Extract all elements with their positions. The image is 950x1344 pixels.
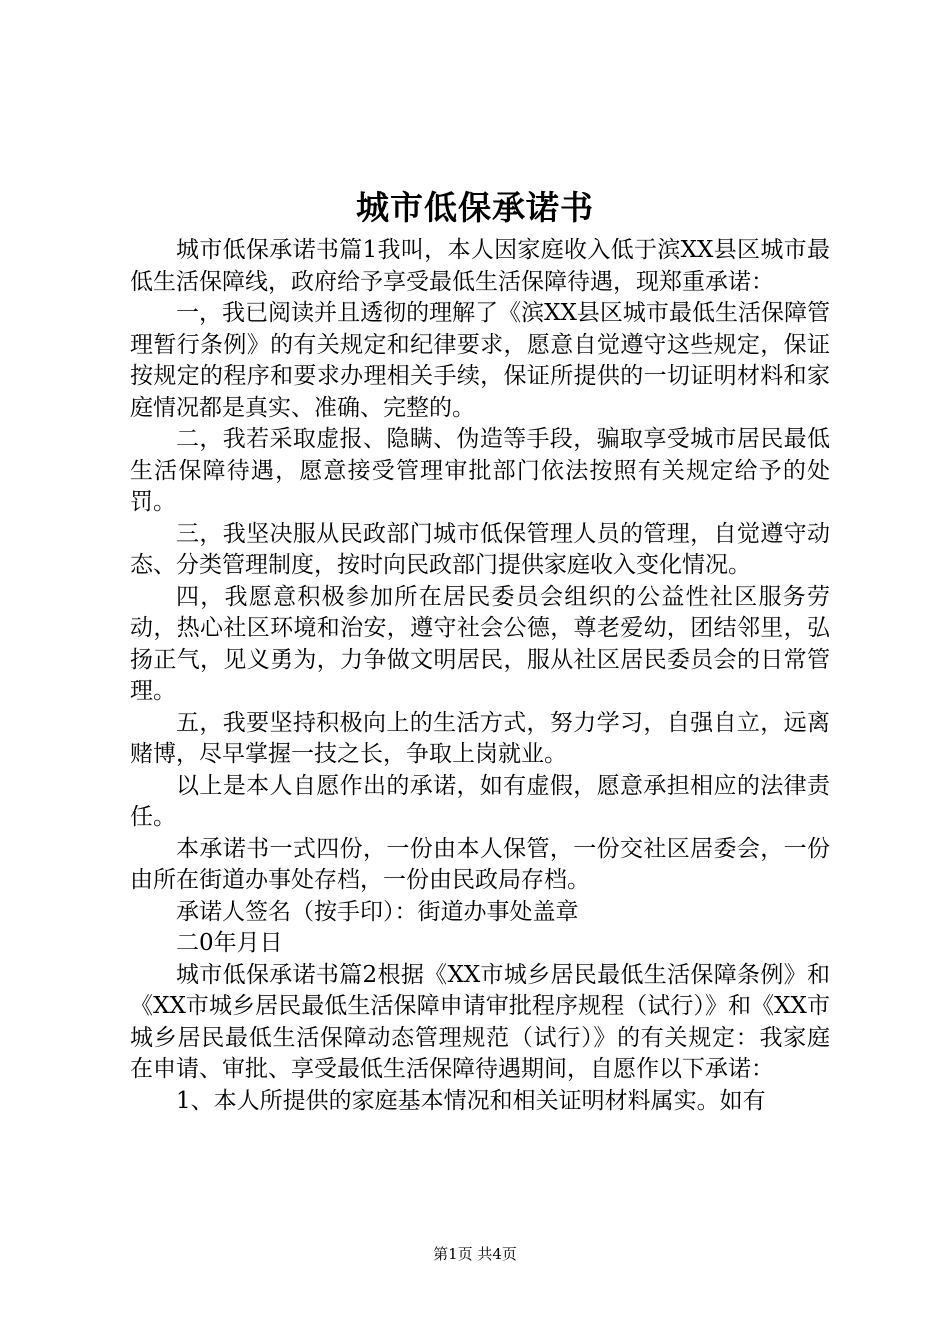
paragraph-item-1: 一，我已阅读并且透彻的理解了《滨XX县区城市最低生活保障管理暂行条例》的有关规定和纪律要求，愿意自觉遵守这些规定，保证按规定的程序和要求办理相关手续，保证所提供的一切证明材料和家庭情况都是真实、准确、完整的。 bbox=[130, 300, 830, 421]
document-title: 城市低保承诺书 bbox=[356, 188, 594, 227]
signature-line: 承诺人签名（按手印）：街道办事处盖章 bbox=[176, 898, 579, 925]
date-line: 二0年月日 bbox=[176, 930, 283, 956]
paragraph-item-5: 五，我要坚持积极向上的生活方式，努力学习，自强自立，远离赌博，尽早掌握一技之长，争取上岗就业。 bbox=[130, 709, 830, 767]
paragraph-item-3: 三，我坚决服从民政部门城市低保管理人员的管理，自觉遵守动态、分类管理制度，按时向民政部门提供家庭收入变化情况。 bbox=[130, 520, 830, 578]
paragraph-declaration: 以上是本人自愿作出的承诺，如有虚假，愿意承担相应的法律责任。 bbox=[130, 772, 830, 830]
paragraph-intro: 城市低保承诺书篇1我叫，本人因家庭收入低于滨XX县区城市最低生活保障线，政府给予享受最低生活保障待遇，现郑重承诺： bbox=[130, 237, 830, 295]
paragraph-item-2: 二，我若采取虚报、隐瞒、伪造等手段，骗取享受城市居民最低生活保障待遇，愿意接受管理审批部门依法按照有关规定给予的处罚。 bbox=[130, 426, 830, 515]
paragraph-copies: 本承诺书一式四份，一份由本人保管，一份交社区居委会，一份由所在街道办事处存档，一份由民政局存档。 bbox=[130, 835, 830, 893]
paragraph-item-4: 四，我愿意积极参加所在居民委员会组织的公益性社区服务劳动，热心社区环境和治安，遵守社会公德，尊老爱幼，团结邻里，弘扬正气，见义勇为，力争做文明居民，服从社区居民委员会的日常管理。 bbox=[130, 583, 830, 704]
page-footer: 第1页 共4页 bbox=[433, 1245, 517, 1263]
paragraph-section-2-item-1: 1、本人所提供的家庭基本情况和相关证明材料属实。如有 bbox=[176, 1087, 766, 1114]
document-body bbox=[130, 235, 830, 1117]
paragraph-section-2: 城市低保承诺书篇2根据《XX市城乡居民最低生活保障条例》和《XX市城乡居民最低生活保障申请审批程序规程（试行）》和《XX市城乡居民最低生活保障动态管理规范（试行）》的有关规定：我家庭在申请、审批、享受最低生活保障待遇期间，自愿作以下承诺： bbox=[130, 961, 830, 1082]
